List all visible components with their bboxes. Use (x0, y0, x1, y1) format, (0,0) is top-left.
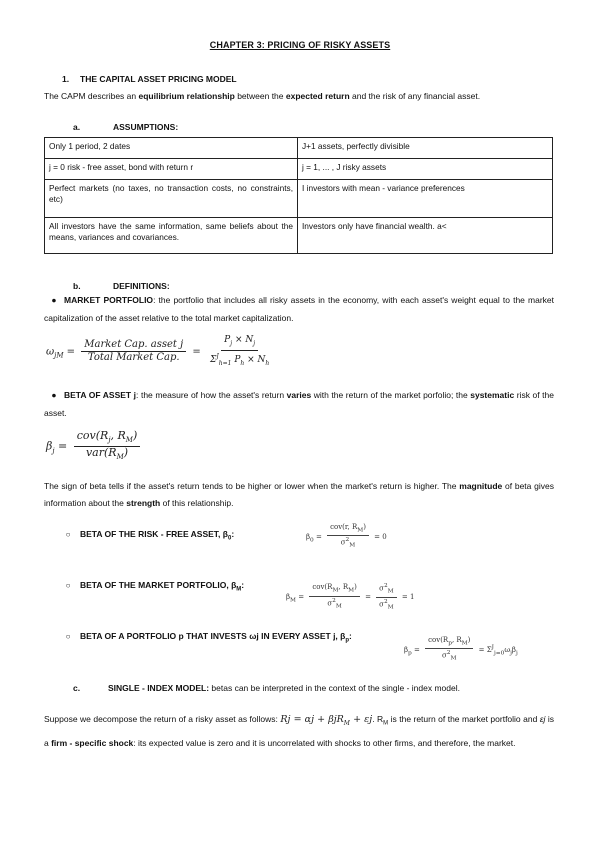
table-row (45, 218, 553, 254)
table-cell: J+1 assets, perfectly divisible (298, 138, 553, 159)
market-portfolio-definition: ● MARKET PORTFOLIO: the portfolio that includes all risky assets in the economy, with each asset's weight equal to the market capitalization of the asset relative to the total market capitalization. (44, 291, 554, 327)
intro-paragraph: The CAPM describes an equilibrium relationship between the expected return and the risk of any financial asset. (44, 91, 481, 101)
table-row (45, 180, 553, 218)
table-cell: I investors with mean - variance preferences (298, 180, 553, 218)
table-cell: Only 1 period, 2 dates (45, 138, 298, 159)
bullet-icon: ● (51, 295, 57, 305)
subheading-definitions: b. DEFINITIONS: (73, 281, 170, 291)
table-cell: All investors have the same information, same beliefs about the means, variances and covariances. (45, 218, 298, 254)
table-row (45, 159, 553, 180)
bullet-icon: ● (51, 390, 57, 400)
beta-formula: $\beta_j$ = $\frac{cov(R_j, R_M)}{var(R_M)}$ (46, 430, 143, 463)
beta-sign-paragraph: The sign of beta tells if the asset's return tends to be higher or lower when the market's return is higher. The magnitude of beta gives information about the strength of this relationship. (44, 481, 554, 508)
circle-bullet-icon: ○ (65, 632, 71, 641)
subheading-assumptions: a. ASSUMPTIONS: (73, 122, 179, 132)
beta-risk-free-item: ○ BETA OF THE RISK - FREE ASSET, $\beta_0$: (56, 529, 234, 542)
table-row (45, 138, 553, 159)
section-heading: 1. THE CAPITAL ASSET PRICING MODEL (62, 74, 237, 84)
beta-portfolio-formula: $\beta_p$ = $\frac{cov(R_p, R_M)}{\sigma^2_M}$ = $\Sigma^J_{j=0}\omega_j\beta_j$ (404, 636, 518, 663)
beta-portfolio-item: ○ BETA OF A PORTFOLIO p THAT INVESTS ωj IN EVERY ASSET j, $\beta_p$: (56, 631, 352, 644)
single-index-paragraph: Suppose we decompose the return of a risky asset as follows: Rj = αj + βjR$_M$ + εj. $R_M$ is the return of the market portfolio and εj is a firm - specific shock: its expected value is zero and it is uncorrelated with shocks to other firms, and therefore, the market. (44, 714, 554, 748)
table-cell: Perfect markets (no taxes, no transaction costs, no constraints, etc) (45, 180, 298, 218)
beta-risk-free-formula: $\beta_0$ = $\frac{cov(r, R_M)}{\sigma^2_M}$ = 0 (306, 523, 387, 550)
market-weight-formula: $\omega_{jM}$ = $\frac{\text{Market Cap. asset j}}{\text{Total Market Cap.}}$ = $\frac{P_j \times N_j}{\Sigma^J_{h=1} P_h \times N_h}$ (46, 335, 270, 367)
circle-bullet-icon: ○ (65, 530, 71, 539)
assumptions-table (44, 137, 553, 254)
chapter-title: CHAPTER 3: PRICING OF RISKY ASSETS (209, 40, 391, 50)
single-index-heading: c. SINGLE - INDEX MODEL: betas can be interpreted in the context of the single - index model. (73, 683, 460, 693)
beta-definition: ● BETA OF ASSET j: the measure of how the asset's return varies with the return of the market porfolio; the systematic risk of the asset. (44, 386, 554, 422)
beta-market-formula: $\beta_M$ = $\frac{cov(R_M, R_M)}{\sigma^2_M}$ = $\frac{\sigma^2_M}{\sigma^2_M}$ = 1 (286, 583, 415, 611)
table-cell: j = 0 risk - free asset, bond with return r (45, 159, 298, 180)
circle-bullet-icon: ○ (65, 581, 71, 590)
table-cell: j = 1, ... , J risky assets (298, 159, 553, 180)
beta-market-item: ○ BETA OF THE MARKET PORTFOLIO, $\beta_M$: (56, 580, 244, 593)
table-cell: Investors only have financial wealth. a< (298, 218, 553, 254)
